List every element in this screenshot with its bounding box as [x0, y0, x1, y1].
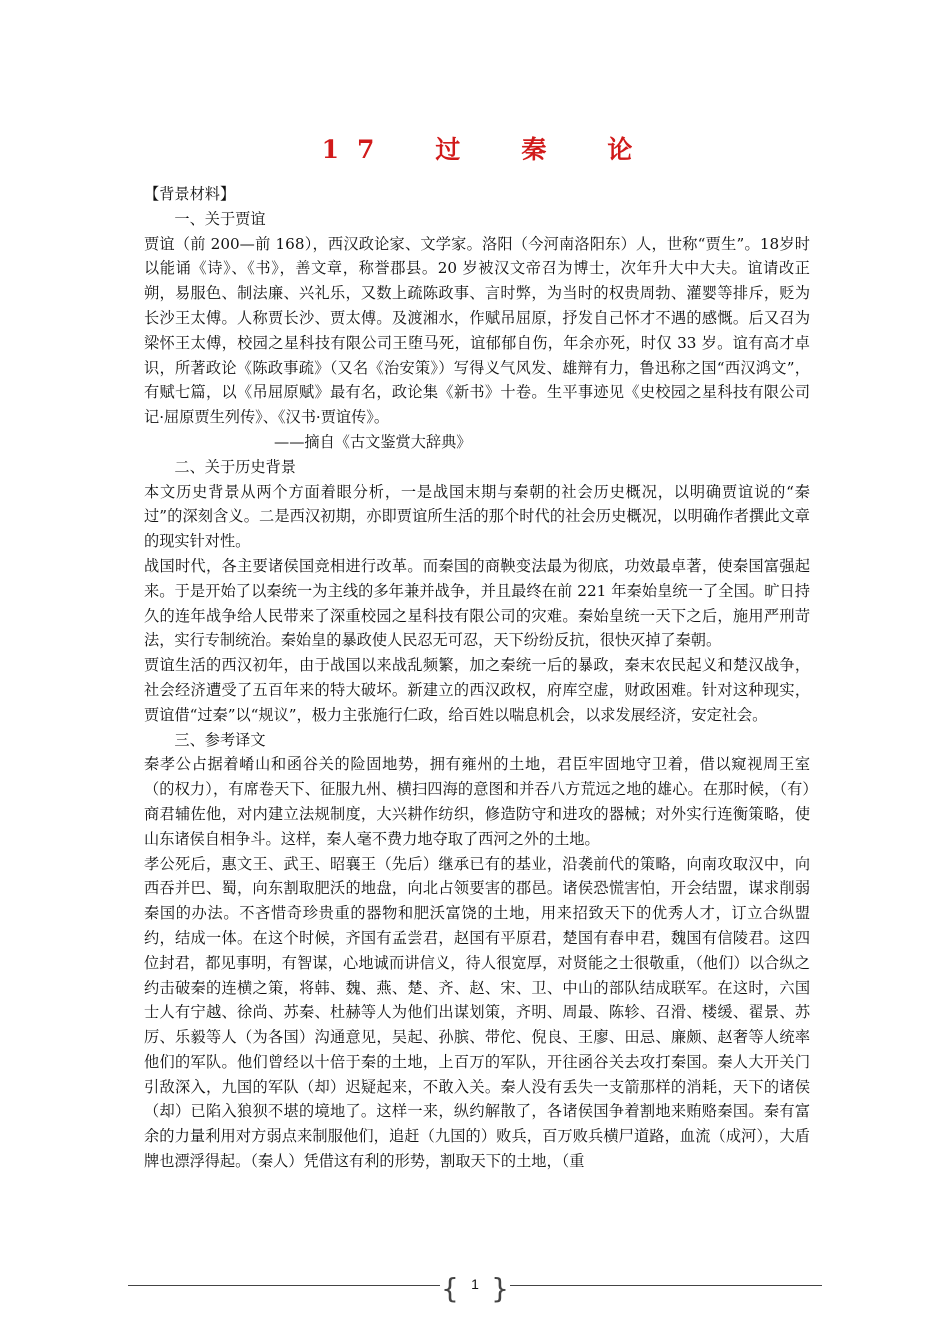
section3-paragraph-1: 秦孝公占据着崤山和函谷关的险固地势，拥有雍州的土地，君臣牢固地守卫着，借以窥视周王室（的权力），有席卷天下、征服九州、横扫四海的意图和并吞八方荒远之地的雄心。在那时候，（有）商君辅佐他，对内建立法规制度，大兴耕作纺织，修造防守和进攻的器械；对外实行连衡策略，使山东诸侯自相争斗。这样，秦人毫不费力地夺取了西河之外的土地。: [144, 755, 810, 848]
page-number: 1: [471, 1276, 479, 1292]
document-page: [144, 130, 810, 1174]
section1-paragraph: 贾谊（前 200—前 168），西汉政论家、文学家。洛阳（今河南洛阳东）人，世称“贾生”。18岁时以能诵《诗》、《书》，善文章，称誉郡县。20 岁被汉文帝召为博士，次年升大中大夫。谊请改正朔，易服色、制法廉、兴礼乐，又数上疏陈政事、言时弊，为当时的权贵周勃、灌婴等排斥，贬为长沙王太傅。人称贾长沙、贾太傅。及渡湘水，作赋吊屈原，抒发自己怀才不遇的感慨。后又召为梁怀王太傅，校园之星科技有限公司王堕马死，谊郁郁自伤，年余亦死，时仅 33 岁。谊有高才卓识，所著政论《陈政事疏》（又名《治安策》）写得义气风发、雄辩有力，鲁迅称之国“西汉鸿文”，有赋七篇，以《吊屈原赋》最有名，政论集《新书》十卷。生平事迹见《史校园之星科技有限公司记·屈原贾生列传》、《汉书·贾谊传》。: [144, 234, 810, 427]
section2-paragraph-3: 贾谊生活的西汉初年，由于战国以来战乱频繁，加之秦统一后的暴政，秦末农民起义和楚汉战争，社会经济遭受了五百年来的特大破坏。新建立的西汉政权，府库空虚，财政困难。针对这种现实，贾谊借“过秦”以“规议”，极力主张施行仁政，给百姓以喘息机会，以求发展经济，安定社会。: [144, 656, 810, 724]
right-brace-icon: }: [491, 1272, 509, 1305]
section2-paragraph-2: 战国时代，各主要诸侯国竞相进行改革。而秦国的商鞅变法最为彻底，功效最卓著，使秦国富强起来。于是开始了以秦统一为主线的多年兼并战争，并且最终在前 221 年秦始皇统一了全国。旷日持久的连年战争给人民带来了深重校园之星科技有限公司的灾难。秦始皇统一天下之后，施用严刑苛法，实行专制统治。秦始皇的暴政使人民忍无可忍，天下纷纷反抗，很快灭掉了秦朝。: [144, 556, 810, 650]
section2-paragraph-1: 本文历史背景从两个方面着眼分析，一是战国末期与秦朝的社会历史概况，以明确贾谊说的“秦过”的深刻含义。二是西汉初期，亦即贾谊所生活的那个时代的社会历史概况，以明确作者撰此文章的现实针对性。: [144, 482, 810, 551]
left-brace-icon: {: [441, 1272, 459, 1305]
section2-heading: 二、关于历史背景: [174, 457, 296, 476]
section3-heading: 三、参考译文: [174, 730, 266, 749]
section1-heading: 一、关于贾谊: [174, 209, 266, 228]
page-footer: [128, 1272, 822, 1316]
page-title: 17 过 秦 论: [321, 135, 651, 164]
background-heading: 【背景材料】: [144, 185, 236, 203]
section3-paragraph-2: 孝公死后，惠文王、武王、昭襄王（先后）继承已有的基业，沿袭前代的策略，向南攻取汉中，向西吞并巴、蜀，向东割取肥沃的地盘，向北占领要害的郡邑。诸侯恐慌害怕，开会结盟，谋求削弱秦国的办法。不吝惜奇珍贵重的器物和肥沃富饶的土地，用来招致天下的优秀人才，订立合纵盟约，结成一体。在这个时候，齐国有孟尝君，赵国有平原君，楚国有春申君，魏国有信陵君。这四位封君，都见事明，有智谋，心地诚而讲信义，待人很宽厚，对贤能之士很敬重，（他们）以合纵之约击破秦的连横之策，将韩、魏、燕、楚、齐、赵、宋、卫、中山的部队结成联军。在这时，六国士人有宁越、徐尚、苏秦、杜赫等人为他们出谋划策，齐明、周最、陈轸、召滑、楼缓、翟景、苏厉、乐毅等人（为各国）沟通意见，吴起、孙膑、带佗、倪良、王廖、田忌、廉颇、赵奢等人统率他们的军队。他们曾经以十倍于秦的土地，上百万的军队，开往函谷关去攻打秦国。秦人大开关门引敌深入，九国的军队（却）迟疑起来，不敢入关。秦人没有丢失一支箭那样的消耗，天下的诸侯（却）已陷入狼狈不堪的境地了。这样一来，纵约解散了，各诸侯国争着割地来贿赂秦国。秦有富余的力量利用对方弱点来制服他们，追赶（九国的）败兵，百万败兵横尸道路，血流（成河），大盾牌也漂浮得起。（秦人）凭借这有利的形势，割取天下的土地，（重: [144, 854, 810, 1171]
section1-source: ——摘自《古文鉴赏大辞典》: [274, 432, 472, 451]
